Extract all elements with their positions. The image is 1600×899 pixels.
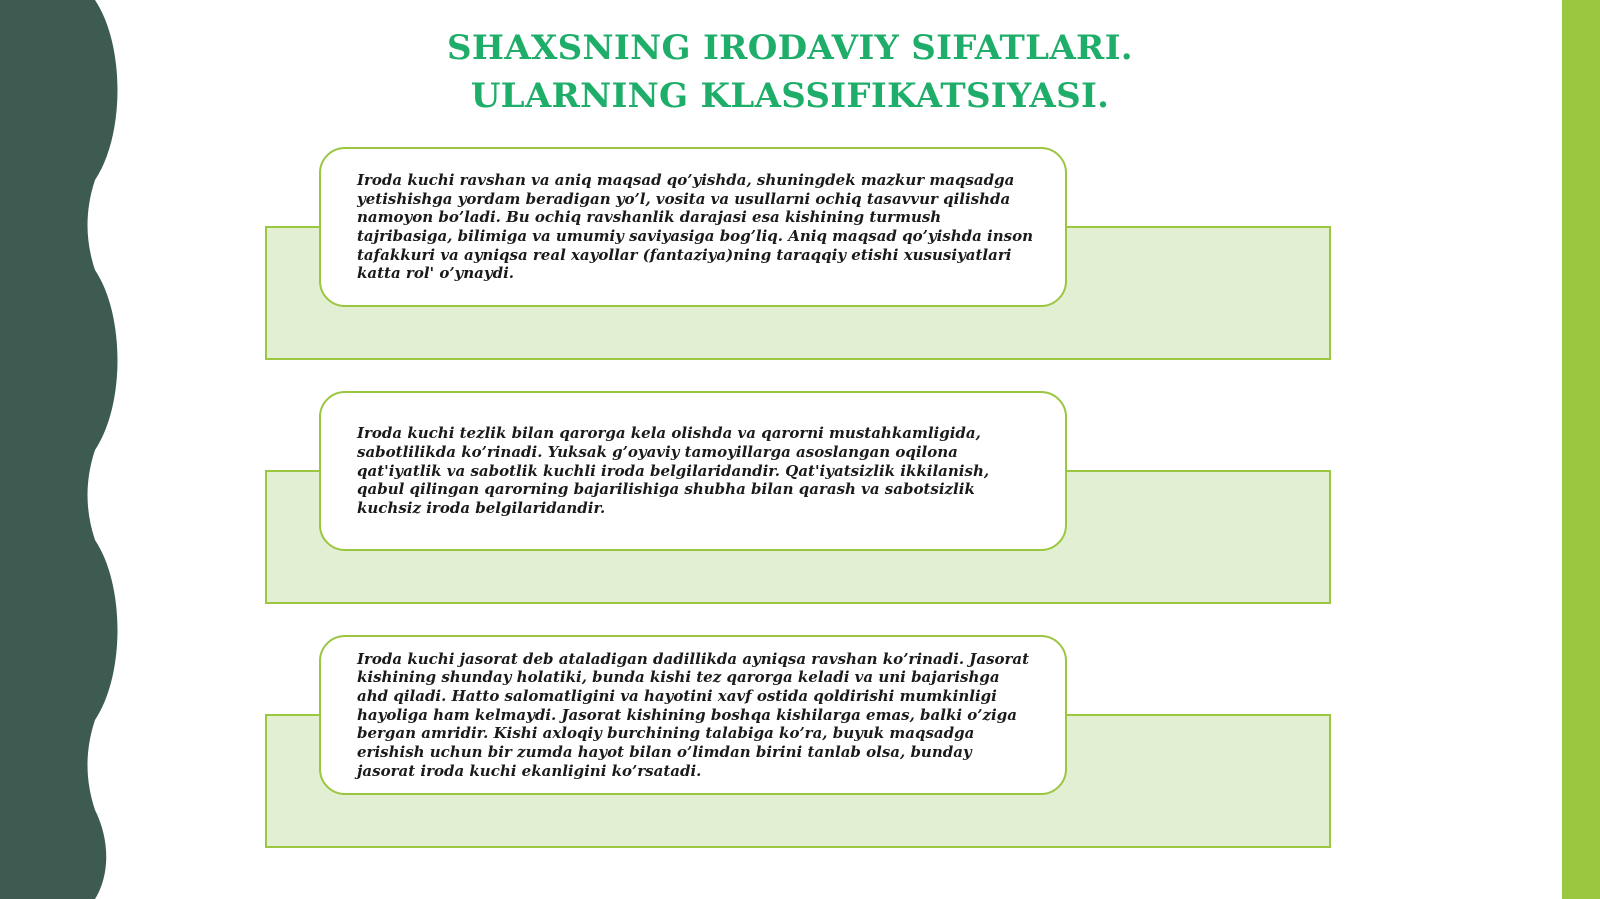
block-1-card [319,147,1067,307]
block-2-card [319,391,1067,551]
wavy-side-band [0,0,130,899]
slide-title [380,24,1200,120]
block-3-card [319,635,1067,795]
block-1-text: Iroda kuchi ravshan va aniq maqsad qo’yishda, shuningdek mazkur maqsadga yetishishga yordam beradigan yo’l, vosita va usullarni ochiq tasavvur qilishda namoyon bo’ladi. Bu ochiq ravshanlik darajasi esa kishining turmush tajribasiga, bilimiga va umumiy saviyasiga bog’liq. Aniq maqsad qo’yishda inson tafakkuri va ayniqsa real xayollar (fantaziya)ning taraqqiy etishi xususiyatlari katta rol' o’ynaydi. [357,170,1034,283]
block-3-text: Iroda kuchi jasorat deb ataladigan dadillikda ayniqsa ravshan ko’rinadi. Jasorat kishining shunday holatiki, bunda kishi tez qarorga keladi va uni bajarishga ahd qiladi. Hatto salomatligini va hayotini xavf ostida qoldirishi mumkinligi hayoliga ham kelmaydi. Jasorat kishining boshqa kishilarga emas, balki o’ziga bergan amridir. Kishi axloqiy burchining talabiga ko’ra, buyuk maqsadga erishish uchun bir zumda hayot bilan o’limdan birini tanlab olsa, bunday jasorat iroda kuchi ekanligini ko’rsatadi. [357,649,1030,780]
accent-side-bar [1562,0,1600,899]
title-line-1: SHAXSNING IRODAVIY SIFATLARI. [447,28,1133,68]
block-2-text: Iroda kuchi tezlik bilan qarorga kela olishda va qarorni mustahkamligida, sabotlilikda ko’rinadi. Yuksak g’oyaviy tamoyillarga asoslangan oqilona qat'iyatlik va sabotlik kuchli iroda belgilaridandir. Qat'iyatsizlik ikkilanish, qabul qilingan qarorning bajarilishiga shubha bilan qarash va sabotsizlik kuchsiz iroda belgilaridandir. [357,424,990,518]
title-line-2: ULARNING KLASSIFIKATSIYASI. [470,76,1110,116]
